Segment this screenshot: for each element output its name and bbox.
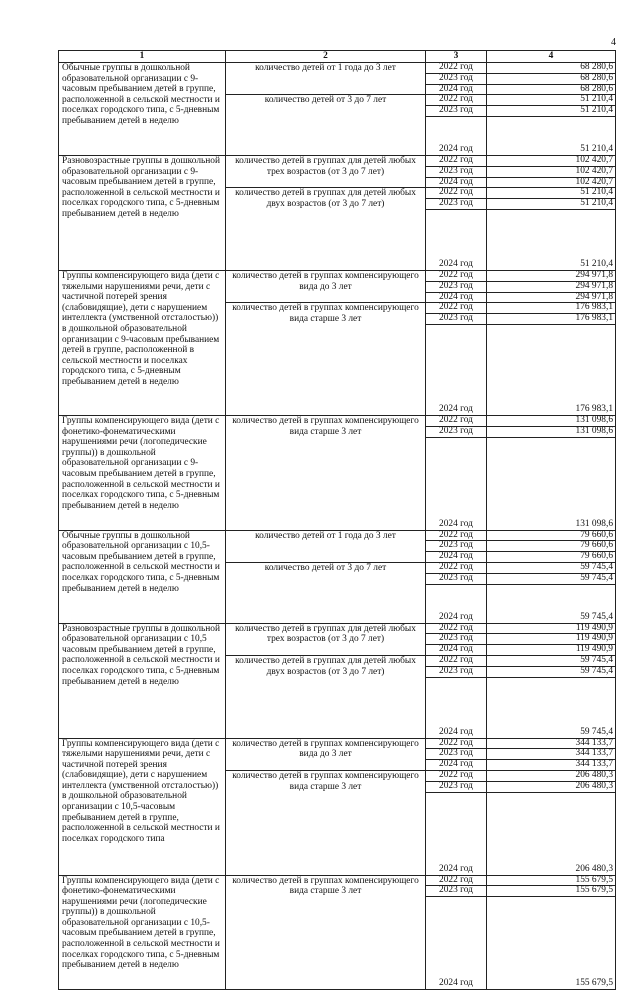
category-label: количество детей в группах компенсирующего вида до 3 лет — [226, 738, 426, 770]
year-cell: 2024 год — [426, 177, 487, 188]
table-row — [59, 738, 616, 749]
value-cell: 294 971,8 — [487, 270, 616, 281]
group-name: Группы компенсирующего вида (дети с фонетико-фонематическими нарушениями речи (логопедические группы)) в дошкольной образовательной организации с 10,5-часовым пребыванием детей в группе, расположенной в сельской местности и поселках городского типа, с 5-дневным пребыванием детей в неделю — [59, 875, 226, 990]
value-cell: 59 745,4 — [487, 655, 616, 666]
category-label: количество детей в группах для детей любых трех возрастов (от 3 до 7 лет) — [226, 623, 426, 655]
value-cell: 131 098,6 — [487, 426, 616, 437]
category-label: количество детей в группах для детей любых трех возрастов (от 3 до 7 лет) — [226, 155, 426, 187]
year-cell: 2024 год — [426, 552, 487, 563]
value-cell: 155 679,5 — [487, 886, 616, 897]
table-row — [59, 155, 616, 166]
category-label: количество детей от 3 до 7 лет — [226, 95, 426, 156]
value-cell: 59 745,4 — [487, 677, 616, 738]
year-cell: 2022 год — [426, 63, 487, 74]
normatives-table — [58, 50, 616, 990]
category-label: количество детей в группах для детей любых двух возрастов (от 3 до 7 лет) — [226, 188, 426, 271]
year-cell: 2022 год — [426, 303, 487, 314]
value-cell: 59 745,4 — [487, 573, 616, 584]
year-cell: 2022 год — [426, 95, 487, 106]
value-cell: 155 679,5 — [487, 897, 616, 990]
value-cell: 206 480,3 — [487, 792, 616, 875]
value-cell: 131 098,6 — [487, 415, 616, 426]
year-cell: 2023 год — [426, 749, 487, 760]
value-cell: 155 679,5 — [487, 875, 616, 886]
year-cell: 2022 год — [426, 562, 487, 573]
value-cell: 206 480,3 — [487, 781, 616, 792]
value-cell: 344 133,7 — [487, 738, 616, 749]
value-cell: 59 745,4 — [487, 666, 616, 677]
year-cell: 2023 год — [426, 199, 487, 210]
value-cell: 131 098,6 — [487, 437, 616, 530]
value-cell: 79 660,6 — [487, 552, 616, 563]
year-cell: 2024 год — [426, 645, 487, 656]
value-cell: 59 745,4 — [487, 584, 616, 623]
table-row — [59, 875, 616, 886]
value-cell: 176 983,1 — [487, 314, 616, 325]
column-header: 1 — [59, 51, 226, 63]
year-cell: 2023 год — [426, 666, 487, 677]
group-name: Группы компенсирующего вида (дети с тяжелыми нарушениями речи, дети с частичной потерей зрения (слабовидящие), дети с нарушением интеллекта (умственной отсталостью)) в дошкольной образовательной организации с 10,5-часовым пребыванием детей в группе, расположенной в сельской местности и поселках городского типа — [59, 738, 226, 875]
year-cell: 2023 год — [426, 573, 487, 584]
year-cell: 2024 год — [426, 324, 487, 415]
group-name: Обычные группы в дошкольной образовательной организации с 10,5-часовым пребыванием детей в группе, расположенной в сельской местности и поселках городского типа, с 5-дневным пребыванием детей в неделю — [59, 530, 226, 623]
category-label: количество детей от 1 года до 3 лет — [226, 63, 426, 95]
column-header: 2 — [226, 51, 426, 63]
value-cell: 51 210,4 — [487, 95, 616, 106]
table-row — [59, 530, 616, 541]
year-cell: 2022 год — [426, 655, 487, 666]
value-cell: 51 210,4 — [487, 116, 616, 155]
year-cell: 2023 год — [426, 73, 487, 84]
year-cell: 2022 год — [426, 270, 487, 281]
year-cell: 2022 год — [426, 738, 487, 749]
value-cell: 51 210,4 — [487, 106, 616, 117]
year-cell: 2022 год — [426, 188, 487, 199]
column-header: 3 — [426, 51, 487, 63]
year-cell: 2022 год — [426, 530, 487, 541]
column-header: 4 — [487, 51, 616, 63]
category-label: количество детей в группах компенсирующего вида старше 3 лет — [226, 415, 426, 530]
category-label: количество детей в группах компенсирующего вида до 3 лет — [226, 270, 426, 302]
value-cell: 294 971,8 — [487, 292, 616, 303]
year-cell: 2024 год — [426, 116, 487, 155]
value-cell: 119 490,9 — [487, 645, 616, 656]
group-name: Группы компенсирующего вида (дети с фонетико-фонематическими нарушениями речи (логопедические группы)) в дошкольной образовательной организации с 9-часовым пребыванием детей в группе, расположенной в сельской местности и поселках городского типа, с 5-дневным пребыванием детей в неделю — [59, 415, 226, 530]
category-label: количество детей от 3 до 7 лет — [226, 562, 426, 623]
year-cell: 2024 год — [426, 292, 487, 303]
year-cell: 2024 год — [426, 792, 487, 875]
year-cell: 2023 год — [426, 634, 487, 645]
year-cell: 2023 год — [426, 106, 487, 117]
category-label: количество детей в группах для детей любых двух возрастов (от 3 до 7 лет) — [226, 655, 426, 738]
category-label: количество детей в группах компенсирующего вида старше 3 лет — [226, 875, 426, 990]
value-cell: 51 210,4 — [487, 188, 616, 199]
category-label: количество детей в группах компенсирующего вида старше 3 лет — [226, 303, 426, 416]
year-cell: 2024 год — [426, 437, 487, 530]
value-cell: 102 420,7 — [487, 177, 616, 188]
year-cell: 2024 год — [426, 209, 487, 270]
year-cell: 2024 год — [426, 760, 487, 771]
category-label: количество детей в группах компенсирующего вида старше 3 лет — [226, 770, 426, 875]
value-cell: 79 660,6 — [487, 530, 616, 541]
year-cell: 2022 год — [426, 415, 487, 426]
value-cell: 176 983,1 — [487, 303, 616, 314]
value-cell: 68 280,6 — [487, 84, 616, 95]
category-label: количество детей от 1 года до 3 лет — [226, 530, 426, 562]
year-cell: 2022 год — [426, 155, 487, 166]
page-number: 4 — [611, 37, 616, 48]
group-name: Разновозрастные группы в дошкольной образовательной организации с 9-часовым пребыванием детей в группе, расположенной в сельской местности и поселках городского типа, с 5-дневным пребыванием детей в неделю — [59, 155, 226, 270]
year-cell: 2022 год — [426, 770, 487, 781]
year-cell: 2023 год — [426, 541, 487, 552]
value-cell: 119 490,9 — [487, 634, 616, 645]
group-name: Обычные группы в дошкольной образовательной организации с 9-часовым пребыванием детей в группе, расположенной в сельской местности и поселках городского типа, с 5-дневным пребыванием детей в неделю — [59, 63, 226, 156]
value-cell: 119 490,9 — [487, 623, 616, 634]
year-cell: 2023 год — [426, 886, 487, 897]
group-name: Группы компенсирующего вида (дети с тяжелыми нарушениями речи, дети с частичной потерей зрения (слабовидящие), дети с нарушением интеллекта (умственной отсталостью)) в дошкольной образовательной организации с 9-часовым пребыванием детей в группе, расположенной в сельской местности и поселках городского типа, с 5-дневным пребыванием детей в неделю — [59, 270, 226, 415]
value-cell: 102 420,7 — [487, 166, 616, 177]
year-cell: 2024 год — [426, 584, 487, 623]
year-cell: 2022 год — [426, 623, 487, 634]
value-cell: 176 983,1 — [487, 324, 616, 415]
value-cell: 294 971,8 — [487, 281, 616, 292]
group-name: Разновозрастные группы в дошкольной образовательной организации с 10,5 часовым пребыванием детей в группе, расположенной в сельской местности и поселках городского типа, с 5-дневным пребыванием детей в неделю — [59, 623, 226, 738]
value-cell: 68 280,6 — [487, 63, 616, 74]
year-cell: 2022 год — [426, 875, 487, 886]
value-cell: 344 133,7 — [487, 749, 616, 760]
value-cell: 206 480,3 — [487, 770, 616, 781]
year-cell: 2024 год — [426, 677, 487, 738]
header-row — [59, 51, 616, 63]
year-cell: 2024 год — [426, 84, 487, 95]
year-cell: 2024 год — [426, 897, 487, 990]
year-cell: 2023 год — [426, 166, 487, 177]
table-row — [59, 415, 616, 426]
year-cell: 2023 год — [426, 314, 487, 325]
value-cell: 59 745,4 — [487, 562, 616, 573]
value-cell: 102 420,7 — [487, 155, 616, 166]
table-body — [59, 63, 616, 990]
value-cell: 68 280,6 — [487, 73, 616, 84]
year-cell: 2023 год — [426, 426, 487, 437]
year-cell: 2023 год — [426, 781, 487, 792]
value-cell: 344 133,7 — [487, 760, 616, 771]
value-cell: 79 660,6 — [487, 541, 616, 552]
table-row — [59, 63, 616, 74]
value-cell: 51 210,4 — [487, 199, 616, 210]
year-cell: 2023 год — [426, 281, 487, 292]
value-cell: 51 210,4 — [487, 209, 616, 270]
table-row — [59, 270, 616, 281]
table-row — [59, 623, 616, 634]
